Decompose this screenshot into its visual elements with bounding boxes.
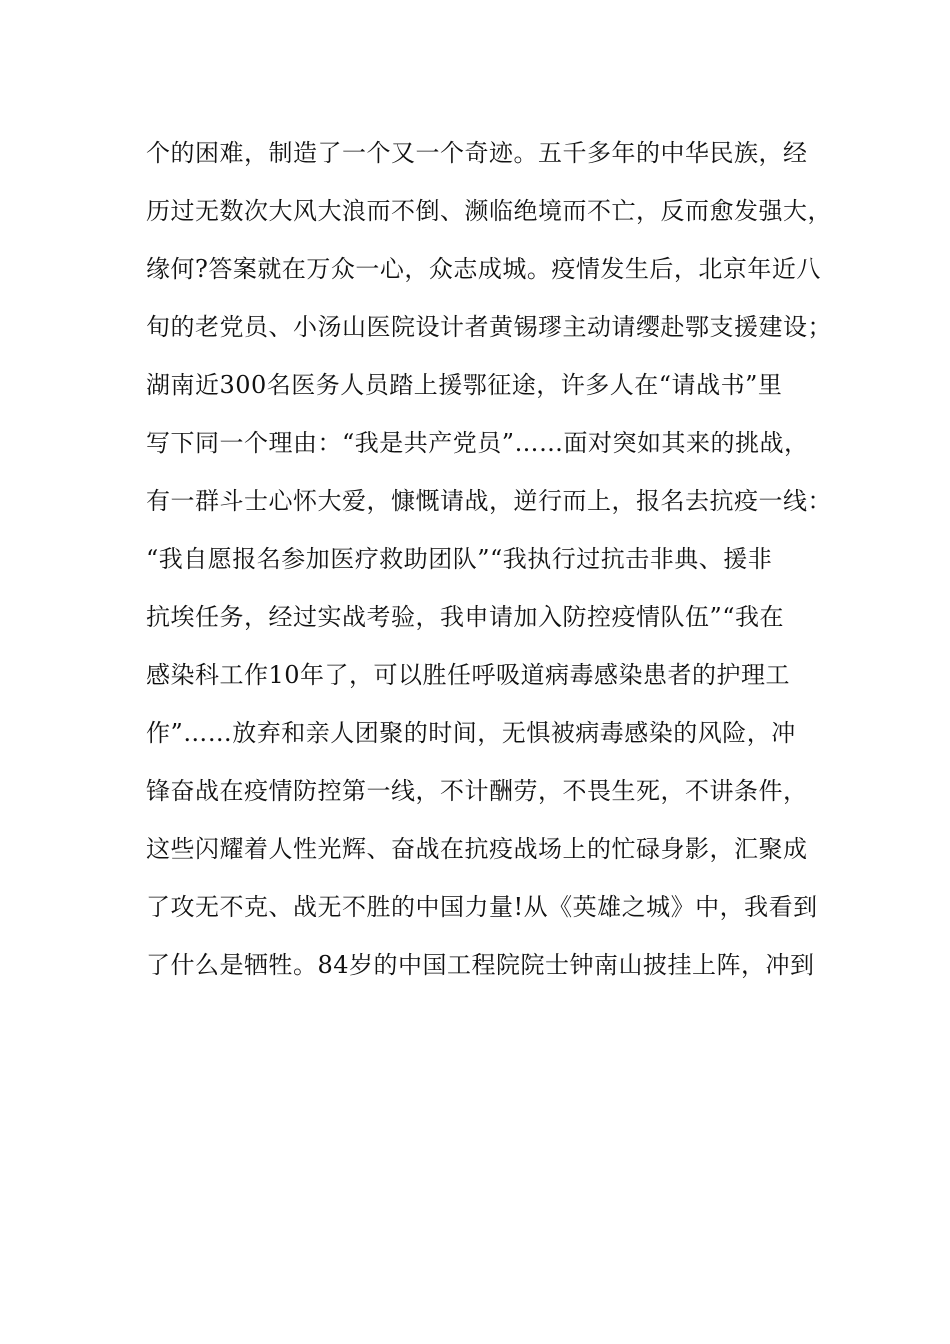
text-line: 历过无数次大风大浪而不倒、濒临绝境而不亡，反而愈发强大， [146,197,832,225]
text-line: 感染科工作10年了，可以胜任呼吸道病毒感染患者的护理工 [146,661,791,689]
text-line: 个的困难，制造了一个又一个奇迹。五千多年的中华民族，经 [146,139,808,167]
text-line: 锋奋战在疫情防控第一线，不计酬劳，不畏生死，不讲条件， [146,777,808,805]
text-line: 了什么是牺牲。84岁的中国工程院院士钟南山披挂上阵，冲到 [146,951,815,979]
text-line: 了攻无不克、战无不胜的中国力量!从《英雄之城》中，我看到 [146,893,818,921]
text-line: 作”……放弃和亲人团聚的时间，无惧被病毒感染的风险，冲 [146,719,796,747]
text-line: 这些闪耀着人性光辉、奋战在抗疫战场上的忙碌身影，汇聚成 [146,835,808,863]
text-line: 湖南近300名医务人员踏上援鄂征途，许多人在“请战书”里 [146,371,783,399]
text-line: 有一群斗士心怀大爱，慷慨请战，逆行而上，报名去抗疫一线： [146,487,832,515]
text-line: 旬的老党员、小汤山医院设计者黄锡璆主动请缨赴鄂支援建设； [146,313,832,341]
text-line: 抗埃任务，经过实战考验，我申请加入防控疫情队伍”“我在 [146,603,785,631]
body-text [146,128,832,998]
text-line: 写下同一个理由：“我是共产党员”……面对突如其来的挑战， [146,429,809,457]
text-line: “我自愿报名参加医疗救助团队”“我执行过抗击非典、援非 [146,545,773,573]
text-line: 缘何?答案就在万众一心，众志成城。疫情发生后，北京年近八 [146,255,821,283]
